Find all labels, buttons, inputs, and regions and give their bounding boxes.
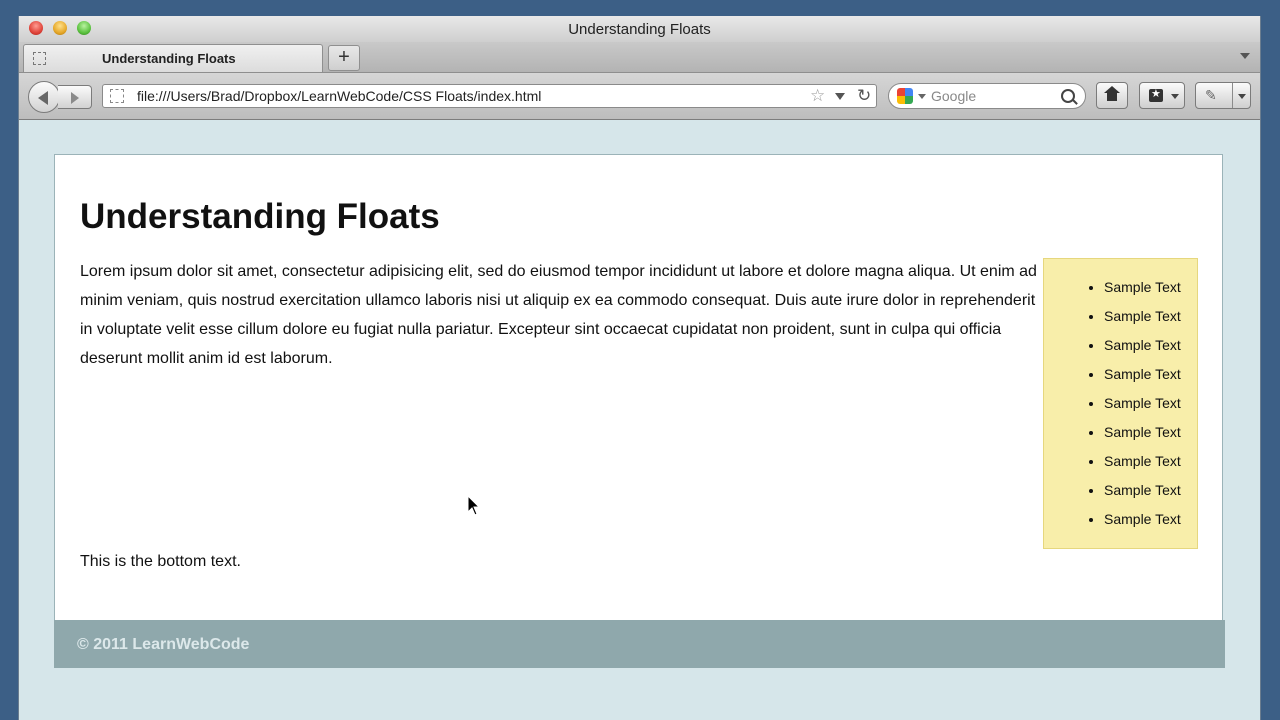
address-bar[interactable] (102, 84, 877, 108)
title-bar (19, 16, 1260, 42)
list-item: • Sample Text (1104, 302, 1185, 331)
sidebar-list (1044, 259, 1197, 534)
home-icon (1105, 89, 1119, 101)
page-title: Understanding Floats (80, 197, 440, 236)
bookmarks-dropdown-icon[interactable] (1171, 94, 1179, 99)
footer-copyright: © 2011 LearnWebCode (77, 636, 250, 653)
tools-dropdown-icon[interactable] (1238, 94, 1246, 99)
favicon-icon (33, 52, 46, 65)
list-item: • Sample Text (1104, 360, 1185, 389)
tab-label: Understanding Floats (102, 51, 236, 66)
body-paragraph: Lorem ipsum dolor sit amet, consectetur adipisicing elit, sed do eiusmod tempor incididunt ut labore et dolore magna aliqua. Ut enim ad minim veniam, quis nostrud exercitation ullamco laboris nisi ut aliquip ex ea commodo consequat. Duis aute irure dolor in reprehenderit in voluptate velit esse cillum dolore eu fugiat nulla pariatur. Excepteur sint occaecat cupidatat non proident, sunt in culpa qui officia deserunt mollit anim id est laborum. (80, 263, 1037, 367)
bottom-text: This is the bottom text. (80, 553, 241, 570)
forward-icon[interactable] (58, 85, 92, 109)
list-item: • Sample Text (1104, 331, 1185, 360)
search-icon[interactable] (1061, 89, 1075, 103)
back-icon[interactable] (28, 81, 60, 113)
bookmarks-button[interactable] (1139, 82, 1185, 109)
star-icon[interactable]: ☆ (810, 86, 826, 105)
tab-list-dropdown-icon[interactable] (1240, 53, 1250, 59)
search-input[interactable]: Google (931, 88, 977, 104)
search-engine-dropdown-icon[interactable] (918, 94, 926, 99)
url-text[interactable]: file:///Users/Brad/Dropbox/LearnWebCode/CSS Floats/index.html (137, 88, 542, 104)
tab-bar (19, 42, 1260, 73)
bookmark-icon (1149, 89, 1163, 102)
browser-window (18, 16, 1261, 720)
list-item: • Sample Text (1104, 447, 1185, 476)
site-identity-icon[interactable] (110, 89, 124, 103)
tools-icon: ✎ (1205, 87, 1217, 103)
reload-icon[interactable]: ↻ (857, 86, 872, 105)
home-button[interactable] (1096, 82, 1128, 109)
window-title: Understanding Floats (568, 21, 711, 38)
google-icon[interactable] (897, 88, 913, 104)
new-tab-button[interactable]: + (328, 45, 360, 71)
list-item: • Sample Text (1104, 389, 1185, 418)
floated-sidebar (1043, 258, 1198, 549)
tab-understanding-floats[interactable] (23, 44, 323, 72)
list-item: • Sample Text (1104, 505, 1185, 534)
navigation-toolbar (19, 73, 1260, 120)
back-forward-group (28, 81, 92, 111)
list-item: • Sample Text (1104, 273, 1185, 302)
list-item: • Sample Text (1104, 418, 1185, 447)
tools-button[interactable] (1195, 82, 1251, 109)
page-footer (54, 620, 1225, 668)
url-history-dropdown-icon[interactable] (835, 93, 845, 100)
tools-divider (1232, 83, 1233, 108)
list-item: • Sample Text (1104, 476, 1185, 505)
page-container (54, 154, 1223, 667)
search-box[interactable] (888, 83, 1086, 109)
cursor-icon (467, 495, 481, 517)
